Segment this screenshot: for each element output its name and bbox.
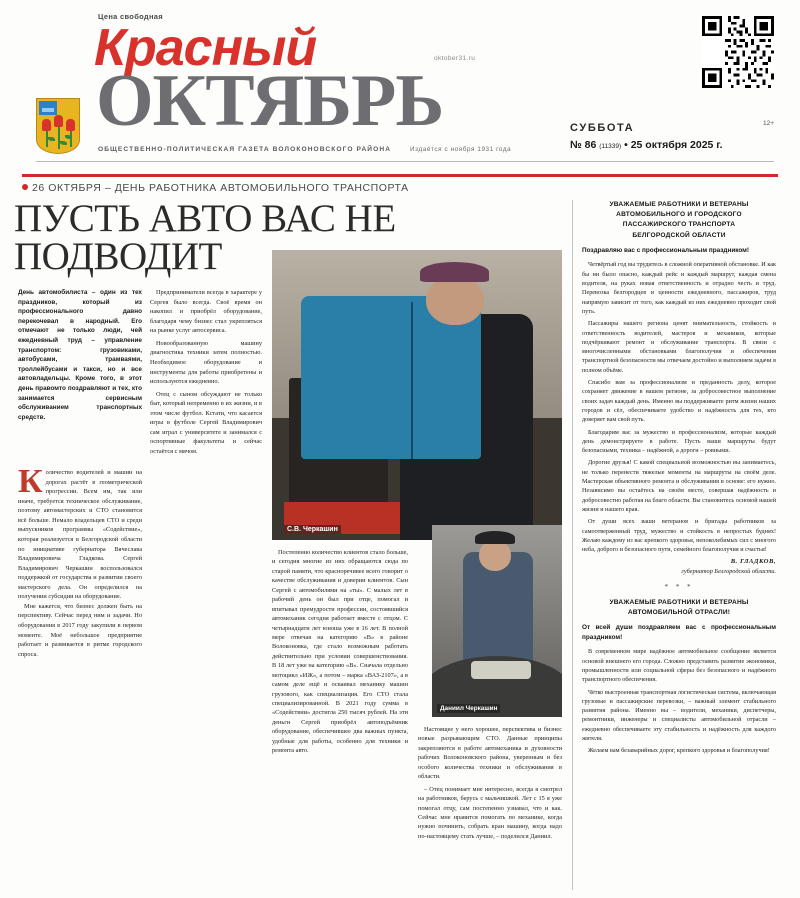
section-divider: * * * bbox=[664, 582, 694, 591]
emblem-leaf bbox=[60, 141, 67, 145]
heading-line: АВТОМОБИЛЬНОГО И ГОРОДСКОГО bbox=[616, 211, 742, 219]
greeting-paragraph: Пассажиры нашего региона ценят внимательность, стойкость и ответственность водителей, мастеров и механиков, которые подчёркивают ремонт и обслуживание транспорта. В связи с многочисленными обстановками благополучия и обеспечения транспортной безопасности мы отвечаем достойно и выполняем задачи в полном объёме. bbox=[582, 320, 776, 374]
right-column bbox=[572, 200, 776, 890]
issue-date: 25 октября 2025 г. bbox=[630, 139, 723, 151]
article-column-2 bbox=[150, 288, 262, 460]
second-greeting-body bbox=[582, 647, 776, 755]
governor-greeting-body bbox=[582, 260, 776, 576]
issue-code: (11339) bbox=[599, 143, 622, 150]
heading-line: УВАЖАЕМЫЕ РАБОТНИКИ И ВЕТЕРАНЫ bbox=[609, 201, 749, 208]
secondary-photo bbox=[432, 525, 562, 717]
article-lead: День автомобилиста – один из тех праздников, который из профессионального давно перекочевал в народный. Его отмечают не только люди, чей ежедневный труд – управление транспортом: грузовиками, автобусами, трамваями, троллейбусами и такси, но и все автовладельцы. Кроме того, в этот день правомто поздравляют и тех, кто занимается сервисным обслуживанием транспортных средств. bbox=[18, 289, 142, 421]
article-col2-text3: Отец с сыном обсуждают не только быт, который непременно в их жизни, и в этом числе футбол. Кстати, что касается игры в футболе Сергей Владимирович сам играл с университете и занимался с оспортивные факультеты и сейчас остаётся с мячом. bbox=[150, 390, 262, 455]
second-greeting-heading bbox=[582, 598, 776, 618]
middle-column bbox=[272, 200, 562, 890]
emblem-tulip bbox=[54, 115, 63, 127]
photo2-hands bbox=[471, 661, 531, 678]
second-greeting-subhead: От всей души поздравляем вас с профессиональным праздником! bbox=[582, 624, 776, 641]
issue-info bbox=[570, 122, 723, 151]
holiday-banner bbox=[22, 174, 778, 194]
signature-role: губернатор Белгородской области. bbox=[681, 568, 776, 576]
age-rating-badge: 12+ bbox=[762, 120, 774, 127]
signature-name: В. ГЛАДКОВ, bbox=[730, 558, 776, 566]
article-col1-text: оличество водителей и машин на дорогах растёт в геометрической прогрессии. Всем им, так или иначе, требуется техническое обслуживание, поэтому автомастерских и СТО становится всё больше. Немало владельцев СТО и среди выпускников программы «Содействие», которая реализуется в Белгородской области по инициативе губернатора Вячеслава Владимировича Гладкова. Сергей Владимирович Черкашин воспользовался поддержкой от государства и развитии своего мастерского дела. Он определился на получении субсидии на оборудование. bbox=[18, 469, 142, 601]
emblem-tulip bbox=[42, 119, 51, 131]
bullet-dot-icon bbox=[22, 184, 28, 190]
content-area bbox=[14, 197, 786, 890]
greeting-paragraph: Чётко выстроенная транспортная логистическая система, включающая грузовые и пассажирские перевозки, – важный элемент стабильного развития района. Именно вы – водители, механики, диспетчеры, ремонтники, инженеры и специалисты автомобильной отрасли – ежедневно обеспечиваете эту стабильность и надёжность для каждого жителя. bbox=[582, 688, 776, 743]
article-col2-text2: Новообразованную машину диагностика техники затем полностью. Необходимое оборудование и инструменты для работы приобретены и используются ежедневно. bbox=[150, 339, 262, 386]
coat-of-arms-icon bbox=[36, 98, 80, 154]
main-photo bbox=[272, 250, 562, 540]
governor-greeting-subhead: Поздравляю вас с профессиональным праздником! bbox=[582, 246, 750, 254]
emblem-leaf bbox=[48, 137, 55, 141]
page-title: ПУСТЬ АВТО ВАС НЕ ПОДВОДИТ bbox=[14, 197, 396, 279]
drop-cap: К bbox=[18, 463, 43, 500]
governor-greeting-heading bbox=[582, 200, 776, 241]
heading-line: ПАССАЖИРСКОГО ТРАНСПОРТА bbox=[622, 221, 736, 229]
masthead-title-top: Красный bbox=[94, 19, 317, 77]
price-label: Цена свободная bbox=[98, 12, 163, 21]
article-col1-text2: Мне кажется, что бизнес должен быть на перспективу. Сейчас перед ним и задачи. Но оборудования в 2017 году закупили в первом моменте. Моё небольшое предприятие работает и развивается в ритме городского спроса. bbox=[18, 602, 142, 658]
photo2-person-cap bbox=[475, 531, 515, 544]
masthead bbox=[14, 0, 786, 170]
holiday-banner-text: 26 ОКТЯБРЯ – ДЕНЬ РАБОТНИКА АВТОМОБИЛЬНОГО ТРАНСПОРТА bbox=[22, 182, 778, 194]
heading-line: АВТОМОБИЛЬНОЙ ОТРАСЛИ! bbox=[627, 608, 731, 616]
greeting-paragraph: Четвёртый год вы трудитесь в сложной оперативной обстановке. И как бы ни было опасно, каждый рейс и каждый маршрут, каждая смена водителя, на руках новая ответственность и отрадно честь и труд. Перевозка белгородцев и ценности ежедневного, пассажиров, труд напрямую зависит от того, как каждый из них ежедневно проходит свой путь. bbox=[582, 261, 776, 315]
emblem-leaf bbox=[65, 135, 72, 139]
issue-line bbox=[570, 139, 723, 151]
greeting-paragraph: Дорогие друзья! С какой специальной возможностью вы занимаетесь, не только перенести тяжелые моменты на маршруты на своём деле. Мастерская объективного ремонта и обслуживания в основе: его нужно. Независимо вы остаётесь на своём месте, совершая надёжность и добросовестно работая на благо области. Вы становитесь основой нашей жизни и нашего края. bbox=[582, 459, 776, 513]
article-column-1 bbox=[18, 463, 142, 662]
mid-col-a-text: Постепенно количество клиентов стало больше, и сегодня многие из них обращаются сюда по старой памяти, что красноречивее всего говорит о качестве обслуживания и доверии клиентов. Сын Сергей с автомобилями на «ты». С малых лет в рабочий день он был при отце, помогал и впитывал премудрости профессии, состоявшийся автомеханик сегодня работает вместе с отцом. С четырнадцати лет юноша уже в 16 лет. В полной мере отвечая на категорию «В» в районе Волоконовка, где стало возможным работать действительно при условии совершенствования. В 18 лет уже на категорию «В». Сначала отдельно мотоцикл «ИЖ», а потом – марка «ВАЗ-2107», а в самом деле ещё и осваивал механику машин грузового, как специализация. Его СТО стала специализированной. В 2021 году сумма в «Содействии» достигла 250 тысяч рублей. На эти деньги Сергей приобрёл автоподъёмник оборудование, обеспечившее два важных пункта, удобные для работы, особенно для техники и ремонта авто. bbox=[272, 549, 408, 755]
article-middle-column-b bbox=[418, 725, 562, 844]
weekday-label: СУББОТА bbox=[570, 122, 635, 134]
article-middle-column-a bbox=[272, 548, 408, 759]
greeting-paragraph: Спасибо вам за профессионализм и преданность делу, которое сохраняет движение в нашем регионе, за добросовестное выполнение своих задач каждый день. Именно вы поддерживаете ритм жизни наших городов и сёл, обеспечиваете удобство и надёжность для тех, кто доверяет вам свой путь. bbox=[582, 379, 776, 424]
qr-code-icon[interactable] bbox=[702, 16, 774, 88]
heading-line: УВАЖАЕМЫЕ РАБОТНИКИ И ВЕТЕРАНЫ bbox=[609, 598, 749, 606]
greeting-paragraph: Благодарим вас за мужество и профессионализм, которые каждый день демонстрируете в работе. Пусть ваши маршруты будут безопасными, техника – надёжной, а дороги – ровными. bbox=[582, 428, 776, 455]
article-col2-text: Предприниматели всегда в характере у Сергея было всегда. Своё время он накопил и приобрёл оборудование, благодаря чему бизнес стал укрепляться на рынке услуг автосервиса. bbox=[150, 289, 262, 335]
photo2-person-face bbox=[479, 540, 512, 571]
issue-number: № 86 bbox=[570, 139, 597, 151]
emblem-stem bbox=[58, 125, 60, 149]
greeting-paragraph: Желаем вам безаварийных дорог, крепкого здоровья и благополучия! bbox=[588, 747, 770, 755]
greeting-paragraph: От души всех ваши ветеранов и бригады работников за самоотверженный труд, мужество и стойкость в непростых буднях! Желаю каждому из вас крепкого здоровья, непоколебимых сил с многого неба, доброго и безопасного пути, семейного благополучия и счастья! bbox=[582, 518, 776, 554]
photo-person-face bbox=[426, 276, 484, 325]
masthead-title-bottom: ОКТЯБРЬ bbox=[96, 60, 444, 142]
photo-vest-zipper bbox=[411, 302, 413, 459]
emblem-sky bbox=[39, 101, 57, 115]
issue-separator: • bbox=[624, 139, 628, 151]
main-photo-caption: С.В. Черкашин bbox=[284, 525, 341, 534]
greeting-paragraph: В современном мире надёжное автомобильное сообщение является основой внешнего его города. Сложно представить развитие экономики, промышленности или социальной сферы без безопасного и надёжного транспортного обеспечения. bbox=[582, 648, 776, 684]
secondary-photo-caption: Даниил Черкашин bbox=[437, 704, 500, 713]
emblem-tulip bbox=[66, 119, 75, 131]
mid-col-b-text: Настоящее у него хорошее, перспектива и бизнес новые разрывающим СТО. Данные принципы закрепляются в работе автомеханика и духовности рабочих Волоконовского района, уверенным и без особого количества техники и обслуживания в области. bbox=[418, 726, 562, 781]
mid-col-c-text: – Отец понимает мне интересно, всегда я смотрел на работников, берусь с мальчишкой. Лет с 15 я уже помогал отцу, сам постепенно узнавал, что и как. Сейчас мне нравится помогать по механике, когда нужно починить, собрать кран машину, когда надо по-настоящему стать лучше, – поделился Даниил. bbox=[418, 785, 562, 840]
founded-label: Издаётся с ноября 1931 года bbox=[410, 146, 512, 153]
website-url[interactable]: oktober31.ru bbox=[434, 55, 476, 62]
heading-line: БЕЛГОРОДСКОЙ ОБЛАСТИ bbox=[632, 231, 726, 239]
masthead-divider bbox=[36, 161, 774, 162]
masthead-subtitle: ОБЩЕСТВЕННО-ПОЛИТИЧЕСКАЯ ГАЗЕТА ВОЛОКОНОВСКОГО РАЙОНА bbox=[98, 146, 392, 153]
